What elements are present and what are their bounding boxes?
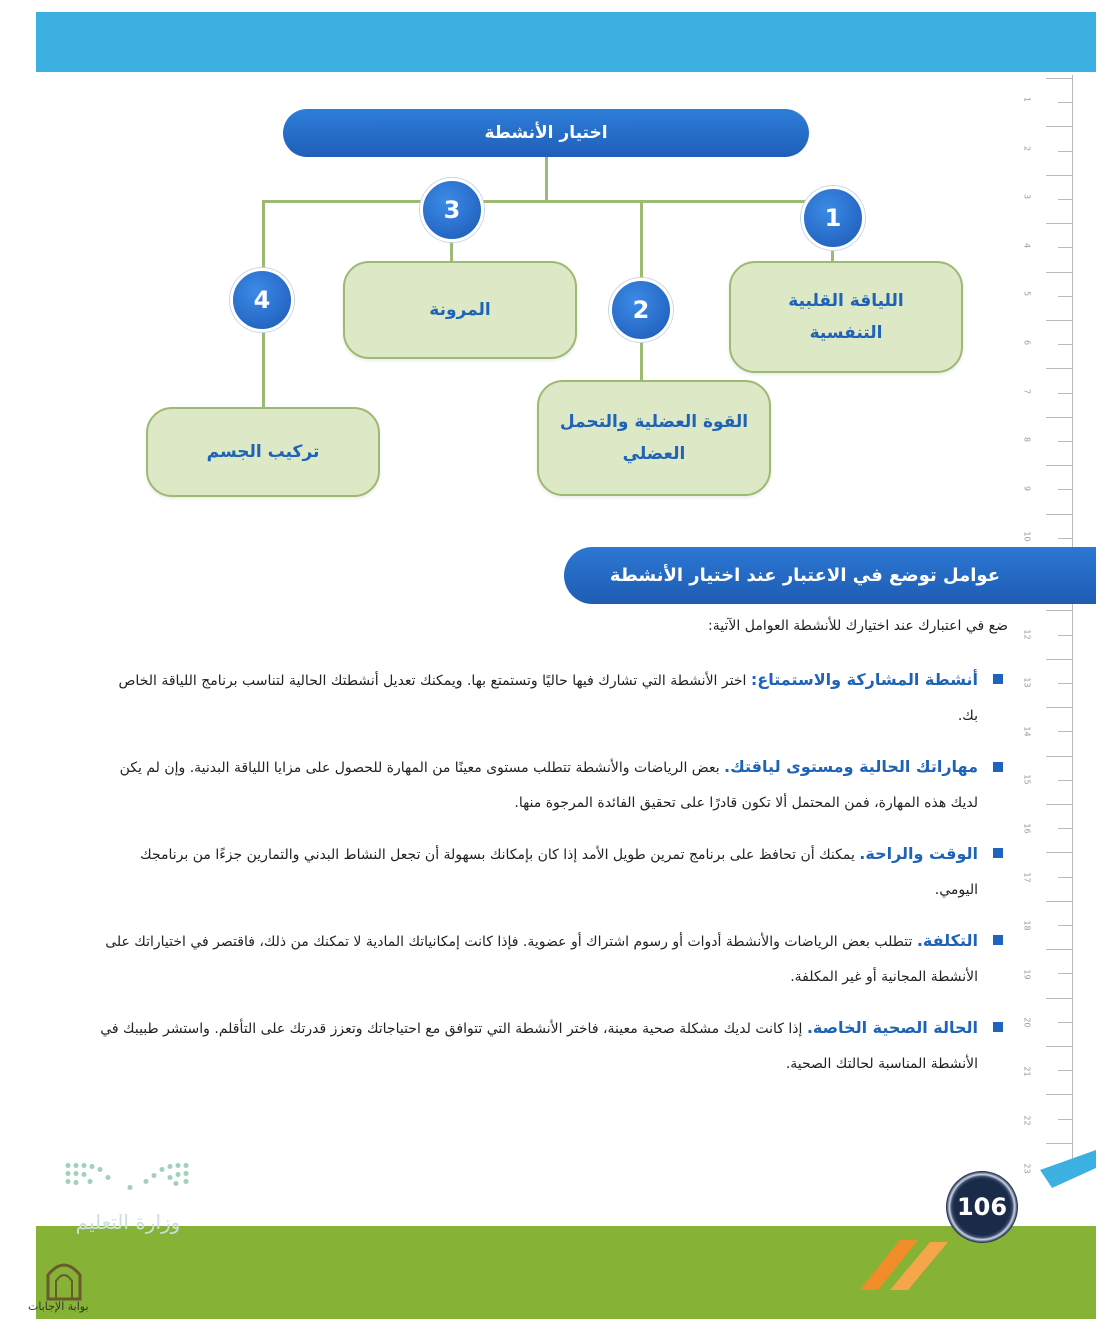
ruler-tick bbox=[1058, 296, 1072, 297]
ruler-number: 6 bbox=[1022, 339, 1032, 346]
box-label-line1: القوة العضلية والتحمل bbox=[559, 412, 749, 432]
ruler-tick bbox=[1046, 804, 1072, 805]
watermark-mosque-icon bbox=[44, 1255, 84, 1301]
ruler-tick bbox=[1046, 998, 1072, 999]
number-badge-4: 4 bbox=[230, 268, 294, 332]
diagram-title: اختيار الأنشطة bbox=[283, 109, 809, 157]
ruler-number: 21 bbox=[1022, 1066, 1032, 1077]
ruler-number: 7 bbox=[1022, 388, 1032, 394]
ruler-tick bbox=[1058, 683, 1072, 684]
ruler-tick bbox=[1046, 949, 1072, 950]
box-label-line1: اللياقة القلبية bbox=[788, 291, 904, 311]
ruler-number: 12 bbox=[1022, 629, 1032, 640]
ruler-number: 5 bbox=[1022, 291, 1032, 297]
ruler-tick bbox=[1046, 417, 1072, 418]
ruler-tick bbox=[1058, 1022, 1072, 1023]
factor-title: أنشطة المشاركة والاستمتاع: bbox=[750, 670, 978, 689]
diagram-box-muscular bbox=[537, 380, 771, 496]
ruler-tick bbox=[1058, 102, 1072, 103]
ruler-tick bbox=[1046, 659, 1072, 660]
diagram-box-body-composition bbox=[146, 407, 380, 497]
ruler-tick bbox=[1046, 901, 1072, 902]
ruler-tick bbox=[1058, 344, 1072, 345]
page-number-badge: 106 bbox=[946, 1171, 1018, 1243]
factor-title: مهاراتك الحالية ومستوى لياقتك. bbox=[724, 757, 978, 776]
ruler-tick bbox=[1058, 925, 1072, 926]
ruler-number: 9 bbox=[1022, 485, 1032, 491]
ruler-number: 16 bbox=[1022, 823, 1032, 834]
factor-text: يمكنك أن تحافظ على برنامج تمرين طويل الأمد إذا كان بإمكانك بسهولة أن تجعل النشاط البدني والتمارين جزءًا من برنامجك اليومي. bbox=[140, 847, 978, 898]
number-badge-2: 2 bbox=[609, 278, 673, 342]
bullet-square bbox=[993, 848, 1003, 858]
section-header-text: عوامل توضع في الاعتبار عند اختيار الأنشطة bbox=[609, 565, 1000, 586]
ruler-tick bbox=[1046, 78, 1072, 79]
factor-text: اختر الأنشطة التي تشارك فيها حاليًا وتستمتع بها. ويمكنك تعديل أنشطتك الحالية لتناسب برنامج اللياقة الخاص بك. bbox=[118, 673, 978, 724]
ministry-logo-text: وزارة التعليم bbox=[75, 1210, 181, 1234]
bullet-square bbox=[993, 935, 1003, 945]
ruler-number: 13 bbox=[1022, 677, 1032, 688]
ruler-number: 15 bbox=[1022, 774, 1032, 785]
ruler-number: 2 bbox=[1022, 145, 1032, 151]
ruler-tick bbox=[1046, 126, 1072, 127]
number-badge-1: 1 bbox=[801, 186, 865, 250]
ruler-tick bbox=[1046, 756, 1072, 757]
bullet-square bbox=[993, 762, 1003, 772]
ruler-number: 3 bbox=[1022, 194, 1032, 200]
section-header bbox=[564, 547, 1096, 604]
ruler-tick bbox=[1058, 199, 1072, 200]
top-color-band bbox=[36, 12, 1096, 72]
ruler-tick bbox=[1046, 175, 1072, 176]
section-intro: ضع في اعتبارك عند اختيارك للأنشطة العوامل الآتية: bbox=[708, 618, 1008, 634]
ruler-number: 20 bbox=[1022, 1017, 1032, 1028]
factor-title: الحالة الصحية الخاصة. bbox=[806, 1018, 978, 1037]
box-label-line1: المرونة bbox=[429, 300, 491, 320]
ruler-tick bbox=[1046, 707, 1072, 708]
ruler-tick bbox=[1046, 1046, 1072, 1047]
factor-item bbox=[96, 923, 978, 995]
ruler-tick bbox=[1058, 635, 1072, 636]
ruler-number: 19 bbox=[1022, 969, 1032, 980]
connector-horizontal bbox=[262, 200, 834, 203]
ruler-tick bbox=[1058, 877, 1072, 878]
ruler-number: 1 bbox=[1022, 96, 1032, 103]
ruler-tick bbox=[1046, 514, 1072, 515]
ruler-number: 14 bbox=[1022, 726, 1032, 737]
ruler-tick bbox=[1046, 223, 1072, 224]
box-label-line2: التنفسية bbox=[809, 323, 883, 343]
ruler-tick bbox=[1046, 465, 1072, 466]
factor-text: تتطلب بعض الرياضات والأنشطة أدوات أو رسوم اشتراك أو عضوية. فإذا كانت إمكانياتك المادية لا تمكنك من ذلك، فاقتصر في اختياراتك على الأنشطة المجانية أو غير المكلفة. bbox=[105, 934, 978, 985]
ruler-tick bbox=[1046, 852, 1072, 853]
ruler-number: 17 bbox=[1022, 872, 1032, 883]
factor-item bbox=[96, 749, 978, 821]
ruler-tick bbox=[1058, 1119, 1072, 1120]
bullet-square bbox=[993, 1022, 1003, 1032]
ruler-number: 22 bbox=[1022, 1115, 1032, 1126]
factor-item bbox=[96, 836, 978, 908]
ruler-tick bbox=[1046, 272, 1072, 273]
ruler-tick bbox=[1058, 151, 1072, 152]
box-label-line2: العضلي bbox=[622, 444, 686, 464]
ruler-tick bbox=[1046, 320, 1072, 321]
ruler-tick bbox=[1058, 973, 1072, 974]
factor-title: الوقت والراحة. bbox=[859, 844, 978, 863]
ruler-tick bbox=[1046, 1143, 1072, 1144]
ruler-tick bbox=[1058, 538, 1072, 539]
factor-text: إذا كانت لديك مشكلة صحية معينة، فاختر الأنشطة التي تتوافق مع احتياجاتك وتعزز قدرتك على التأقلم. واستشر طبيبك في الأنشطة المناسبة لحالتك الصحية. bbox=[100, 1021, 978, 1072]
ruler-number: 18 bbox=[1022, 920, 1032, 931]
ruler-tick bbox=[1058, 828, 1072, 829]
ruler-number: 10 bbox=[1022, 531, 1032, 542]
ruler-number: 23 bbox=[1022, 1163, 1032, 1174]
ruler-tick bbox=[1046, 1094, 1072, 1095]
ruler-tick bbox=[1058, 780, 1072, 781]
ruler-tick bbox=[1046, 368, 1072, 369]
ruler-tick bbox=[1058, 247, 1072, 248]
ruler-tick bbox=[1046, 610, 1072, 611]
factor-title: التكلفة. bbox=[916, 931, 978, 950]
ruler-tick bbox=[1058, 731, 1072, 732]
connector-trunk bbox=[545, 157, 548, 201]
ruler-number: 8 bbox=[1022, 437, 1032, 443]
ruler-tick bbox=[1058, 393, 1072, 394]
number-badge-3: 3 bbox=[420, 178, 484, 242]
watermark-text: بوابة الإجابات bbox=[28, 1300, 89, 1313]
ruler-number: 4 bbox=[1022, 242, 1032, 248]
ruler-tick bbox=[1058, 1070, 1072, 1071]
factor-item bbox=[96, 1010, 978, 1082]
diagram-box-flexibility bbox=[343, 261, 577, 359]
ruler-line bbox=[1072, 75, 1073, 1165]
bullet-square bbox=[993, 674, 1003, 684]
ruler-tick bbox=[1058, 489, 1072, 490]
box-label-line1: تركيب الجسم bbox=[206, 442, 320, 462]
diagram-box-cardio bbox=[729, 261, 963, 373]
ruler-tick bbox=[1058, 441, 1072, 442]
factor-item bbox=[96, 662, 978, 734]
factor-text: بعض الرياضات والأنشطة تتطلب مستوى معينًا من المهارة للحصول على مزايا اللياقة البدنية. وإن لم يكن لديك هذه المهارة، فمن المحتمل ألا تكون قادرًا على تحقيق الفائدة المرجوة منها. bbox=[119, 760, 978, 811]
